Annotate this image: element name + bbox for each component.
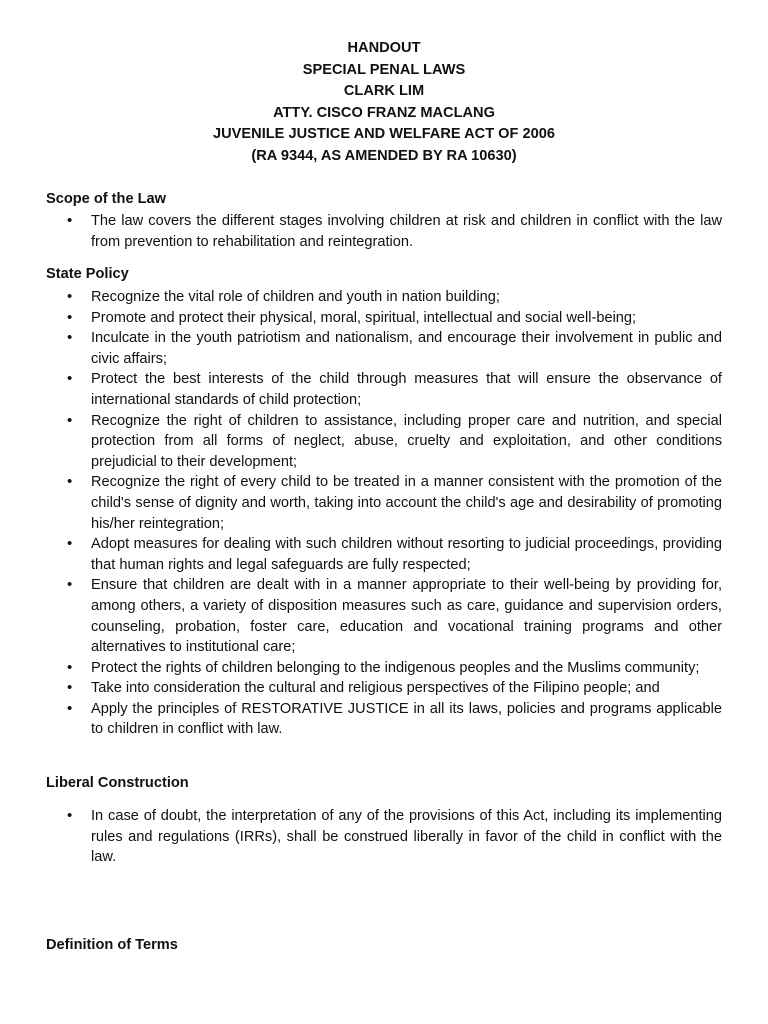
liberal-construction-list [0, 806, 768, 868]
list-item: • Protect the rights of children belonging to the indigenous peoples and the Muslims community; [0, 658, 722, 679]
list-item: • Recognize the right of children to assistance, including proper care and nutrition, and special protection from all forms of neglect, abuse, cruelty and exploitation, and other conditions prejudicial to their development; [0, 411, 722, 473]
list-item: • Recognize the right of every child to be treated in a manner consistent with the promotion of the child's sense of dignity and worth, taking into account the child's age and desirability of promoting his/her reintegration; [0, 472, 722, 534]
header-line-handout: HANDOUT [347, 40, 421, 56]
header-line-author: CLARK LIM [343, 83, 425, 99]
list-item: • The law covers the different stages involving children at risk and children in conflict with the law from prevention to rehabilitation and reintegration. [0, 211, 722, 252]
list-item: • Take into consideration the cultural and religious perspectives of the Filipino people; and [0, 678, 722, 699]
list-item: • Inculcate in the youth patriotism and nationalism, and encourage their involvement in public and civic affairs; [0, 328, 722, 369]
section-heading-definitions: Definition of Terms [46, 937, 178, 953]
state-policy-list [0, 287, 768, 740]
header-line-act-title: JUVENILE JUSTICE AND WELFARE ACT OF 2006 [213, 126, 555, 142]
list-item: • Promote and protect their physical, moral, spiritual, intellectual and social well-being; [0, 308, 722, 329]
list-item: • Ensure that children are dealt with in a manner appropriate to their well-being by providing for, among others, a variety of disposition measures such as care, guidance and supervision orders, counseling, probation, foster care, education and vocational training programs and other alternatives to institutional care; [0, 575, 722, 657]
list-item: • Recognize the vital role of children and youth in nation building; [0, 287, 722, 308]
list-item: • Apply the principles of RESTORATIVE JUSTICE in all its laws, policies and programs applicable to children in conflict with law. [0, 699, 722, 740]
list-item: • In case of doubt, the interpretation of any of the provisions of this Act, including its implementing rules and regulations (IRRs), shall be construed liberally in favor of the child in conflict with the law. [0, 806, 722, 868]
header-line-subject: SPECIAL PENAL LAWS [302, 61, 466, 78]
header-line-act-number: (RA 9344, AS AMENDED BY RA 10630) [251, 147, 517, 164]
scope-list [0, 211, 768, 252]
section-heading-scope: Scope of the Law [46, 191, 167, 207]
header-line-professor: ATTY. CISCO FRANZ MACLANG [273, 104, 495, 121]
handout-header [0, 38, 768, 167]
list-item: • Protect the best interests of the child through measures that will ensure the observance of international standards of child protection; [0, 369, 722, 410]
list-item: • Adopt measures for dealing with such children without resorting to judicial proceedings, providing that human rights and legal safeguards are fully respected; [0, 534, 722, 575]
section-heading-state-policy: State Policy [46, 266, 129, 282]
section-heading-liberal-construction: Liberal Construction [46, 775, 189, 791]
